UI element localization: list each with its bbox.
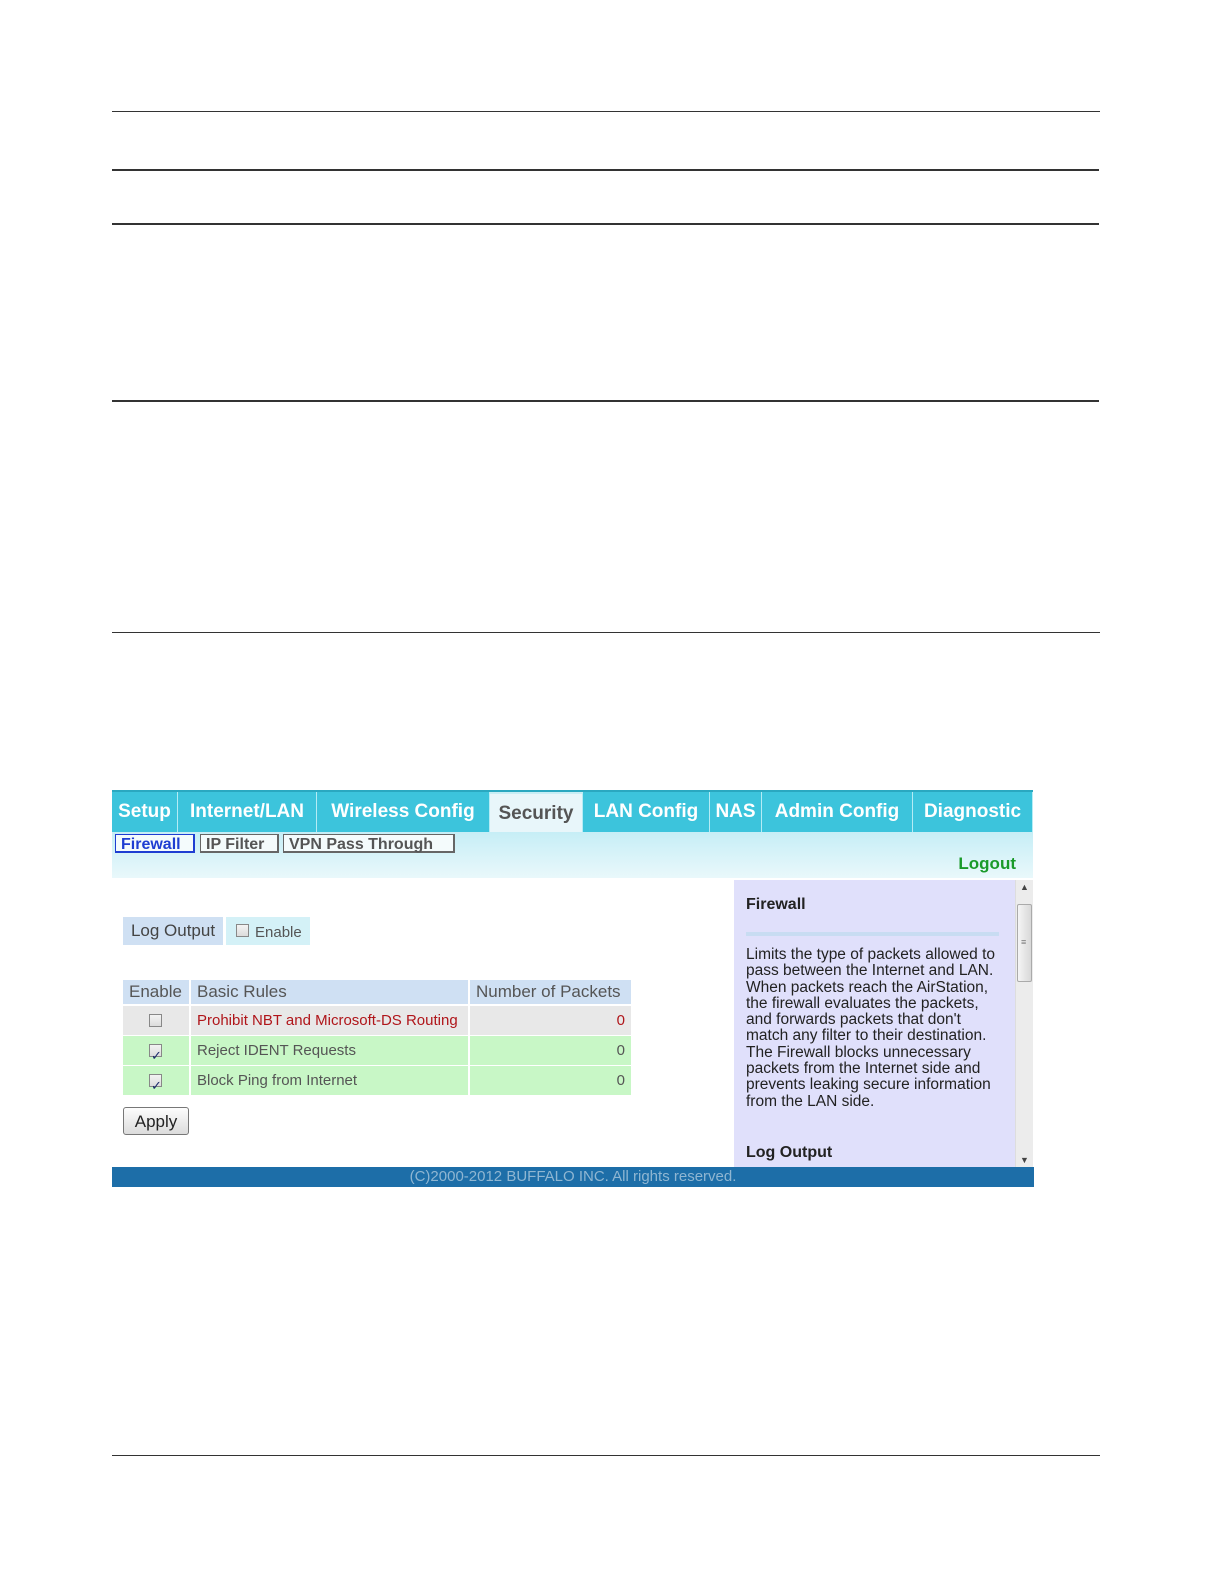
log-output-label: Log Output: [123, 917, 223, 945]
help-title: Firewall: [746, 896, 806, 913]
rule-name: Block Ping from Internet: [191, 1066, 468, 1095]
enable-cell: [123, 1036, 189, 1065]
tab-diagnostic[interactable]: Diagnostic: [913, 792, 1033, 832]
enable-cell: [123, 1006, 189, 1035]
page-rule: [112, 223, 1099, 225]
table-row: [123, 1066, 631, 1095]
packet-count: 0: [470, 1066, 631, 1095]
rule-checkbox[interactable]: [149, 1044, 162, 1057]
tab-security[interactable]: Security: [490, 792, 583, 832]
help-scrollbar[interactable]: [1015, 880, 1033, 1167]
tab-internet-lan[interactable]: Internet/LAN: [178, 792, 317, 832]
page-rule: [112, 632, 1100, 633]
help-text: Limits the type of packets allowed to pass between the Internet and LAN. When packets reach the AirStation, the firewall evaluates the packets, and forwards packets that don't match any filter to their destination. The Firewall blocks unnecessary packets from the Internet side and prevents leaking secure information from the LAN side.: [746, 946, 995, 1110]
log-output-enable-label: Enable: [255, 924, 302, 941]
packet-count: 0: [470, 1036, 631, 1065]
log-output-checkbox[interactable]: [236, 924, 249, 937]
rule-name: Prohibit NBT and Microsoft-DS Routing: [191, 1006, 468, 1035]
subtab-vpn-pass-through[interactable]: VPN Pass Through: [283, 834, 455, 853]
tab-nas[interactable]: NAS: [710, 792, 762, 832]
tab-lan-config[interactable]: LAN Config: [583, 792, 710, 832]
sub-nav: [112, 832, 1033, 878]
help-divider: [746, 932, 999, 936]
rule-name: Reject IDENT Requests: [191, 1036, 468, 1065]
scroll-up-arrow-icon[interactable]: ▲: [1020, 882, 1029, 892]
subtab-ip-filter[interactable]: IP Filter: [200, 834, 279, 853]
tab-wireless-config[interactable]: Wireless Config: [317, 792, 490, 832]
main-nav: [112, 790, 1033, 832]
page-rule: [112, 400, 1099, 402]
packet-count: 0: [470, 1006, 631, 1035]
tab-admin-config[interactable]: Admin Config: [762, 792, 913, 832]
help-panel: [734, 880, 1015, 1167]
column-header-number-of-packets: Number of Packets: [470, 980, 631, 1004]
page-rule: [112, 1455, 1100, 1456]
copyright-footer: (C)2000-2012 BUFFALO INC. All rights reserved.: [112, 1167, 1034, 1187]
column-header-basic-rules: Basic Rules: [191, 980, 468, 1004]
table-row: [123, 1006, 631, 1035]
scroll-thumb[interactable]: [1017, 904, 1032, 982]
log-output-cell: [226, 917, 310, 945]
apply-button[interactable]: Apply: [123, 1107, 189, 1135]
help-section-title: Log Output: [746, 1144, 833, 1161]
rule-checkbox[interactable]: [149, 1074, 162, 1087]
table-row: [123, 1036, 631, 1065]
tab-setup[interactable]: Setup: [112, 792, 178, 832]
router-config-screenshot: [112, 790, 1034, 1187]
rule-checkbox[interactable]: [149, 1014, 162, 1027]
grip-icon: ≡: [1021, 937, 1027, 947]
column-header-enable: Enable: [123, 980, 189, 1004]
page-rule: [112, 111, 1100, 112]
enable-cell: [123, 1066, 189, 1095]
scroll-down-arrow-icon[interactable]: ▼: [1020, 1155, 1029, 1165]
logout-link[interactable]: Logout: [958, 854, 1016, 873]
page-rule: [112, 169, 1099, 171]
subtab-firewall[interactable]: Firewall: [115, 834, 195, 853]
